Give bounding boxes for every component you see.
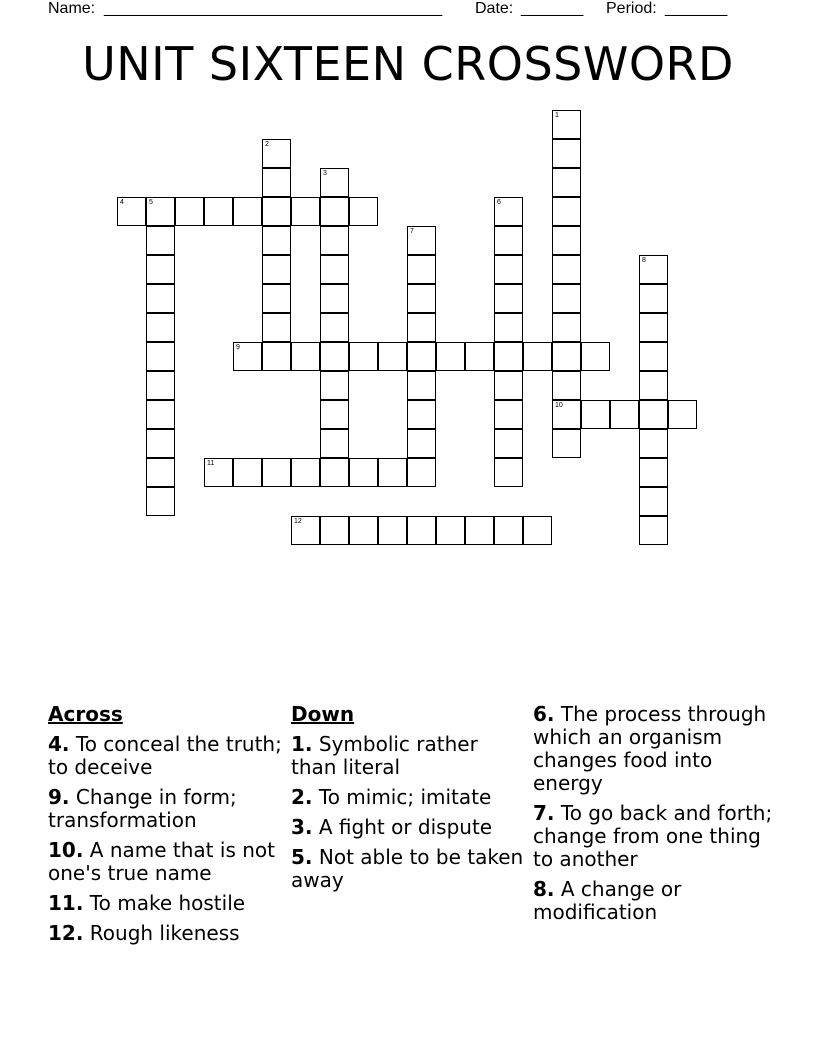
- grid-cell[interactable]: [494, 197, 523, 226]
- grid-cell[interactable]: [552, 400, 581, 429]
- grid-cell[interactable]: [494, 313, 523, 342]
- clue-item: [533, 878, 773, 924]
- grid-cell[interactable]: [378, 458, 407, 487]
- grid-cell[interactable]: [610, 400, 639, 429]
- grid-cell[interactable]: [494, 458, 523, 487]
- clue-number: 9: [236, 344, 240, 351]
- grid-cell[interactable]: [407, 255, 436, 284]
- grid-cell[interactable]: [407, 458, 436, 487]
- grid-cell[interactable]: [523, 342, 552, 371]
- grid-cell[interactable]: [320, 371, 349, 400]
- grid-cell[interactable]: [291, 458, 320, 487]
- clue-item: [48, 922, 284, 945]
- clue-number: 1: [555, 112, 559, 119]
- clue-item-text: To make hostile: [89, 891, 246, 915]
- clue-item-number: 9.: [48, 785, 70, 809]
- grid-cell[interactable]: [552, 255, 581, 284]
- clue-number: 8: [642, 257, 646, 264]
- grid-cell[interactable]: [320, 197, 349, 226]
- grid-cell[interactable]: [639, 284, 668, 313]
- grid-cell[interactable]: [436, 342, 465, 371]
- grid-cell[interactable]: [146, 371, 175, 400]
- grid-cell[interactable]: [407, 284, 436, 313]
- clue-item-text: To conceal the truth; to deceive: [48, 732, 282, 779]
- grid-cell[interactable]: [494, 429, 523, 458]
- clue-number: 11: [207, 460, 215, 467]
- grid-cell[interactable]: [494, 371, 523, 400]
- grid-cell[interactable]: [262, 139, 291, 168]
- grid-cell[interactable]: [146, 458, 175, 487]
- grid-cell[interactable]: [262, 226, 291, 255]
- grid-cell[interactable]: [407, 371, 436, 400]
- grid-cell[interactable]: [320, 226, 349, 255]
- grid-cell[interactable]: [146, 429, 175, 458]
- clue-number: 12: [294, 518, 302, 525]
- grid-cell[interactable]: [146, 400, 175, 429]
- clue-item-text: The process through which an organism changes food into energy: [533, 702, 767, 795]
- grid-cell[interactable]: [291, 342, 320, 371]
- grid-cell[interactable]: [349, 458, 378, 487]
- grid-cell[interactable]: [639, 516, 668, 545]
- clue-item: [48, 892, 284, 915]
- grid-cell[interactable]: [581, 342, 610, 371]
- grid-cell[interactable]: [320, 400, 349, 429]
- grid-cell[interactable]: [204, 197, 233, 226]
- down-heading: Down: [291, 702, 355, 726]
- period-label: Period:: [606, 0, 657, 17]
- across-clues: [48, 703, 284, 952]
- grid-cell[interactable]: [320, 429, 349, 458]
- clue-item-number: 4.: [48, 732, 70, 756]
- clue-number: 6: [497, 199, 501, 206]
- grid-cell[interactable]: [320, 458, 349, 487]
- grid-cell[interactable]: [639, 400, 668, 429]
- grid-cell[interactable]: [552, 139, 581, 168]
- grid-cell[interactable]: [320, 284, 349, 313]
- grid-cell[interactable]: [146, 284, 175, 313]
- grid-cell[interactable]: [349, 197, 378, 226]
- grid-cell[interactable]: [552, 168, 581, 197]
- grid-cell[interactable]: [552, 371, 581, 400]
- grid-cell[interactable]: [349, 342, 378, 371]
- grid-cell[interactable]: [639, 371, 668, 400]
- clue-item-number: 1.: [291, 732, 313, 756]
- grid-cell[interactable]: [552, 429, 581, 458]
- grid-cell[interactable]: [262, 284, 291, 313]
- grid-cell[interactable]: [639, 487, 668, 516]
- grid-cell[interactable]: [233, 458, 262, 487]
- clue-number: 7: [410, 228, 414, 235]
- clue-item-number: 6.: [533, 702, 555, 726]
- grid-cell[interactable]: [320, 342, 349, 371]
- grid-cell[interactable]: [175, 197, 204, 226]
- grid-cell[interactable]: [552, 284, 581, 313]
- grid-cell[interactable]: [494, 516, 523, 545]
- clue-item-text: Change in form; transformation: [48, 785, 237, 832]
- grid-cell[interactable]: [639, 458, 668, 487]
- clue-item: [291, 816, 527, 839]
- clue-item-text: A change or modification: [533, 877, 682, 924]
- clue-item: [48, 733, 284, 779]
- grid-cell[interactable]: [204, 458, 233, 487]
- grid-cell[interactable]: [146, 487, 175, 516]
- clue-item-text: To go back and forth; change from one thing to another: [533, 801, 773, 871]
- grid-cell[interactable]: [552, 110, 581, 139]
- clue-item-text: Not able to be taken away: [291, 845, 524, 892]
- clue-number: 4: [120, 199, 124, 206]
- grid-cell[interactable]: [407, 226, 436, 255]
- grid-cell[interactable]: [146, 197, 175, 226]
- grid-cell[interactable]: [407, 342, 436, 371]
- grid-cell[interactable]: [146, 226, 175, 255]
- grid-cell[interactable]: [378, 342, 407, 371]
- grid-cell[interactable]: [262, 458, 291, 487]
- grid-cell[interactable]: [291, 516, 320, 545]
- grid-cell[interactable]: [639, 313, 668, 342]
- clue-number: 5: [149, 199, 153, 206]
- clue-item-text: Rough likeness: [89, 921, 240, 945]
- grid-cell[interactable]: [320, 168, 349, 197]
- across-heading: Across: [48, 702, 123, 726]
- clue-item-text: A name that is not one's true name: [48, 838, 275, 885]
- grid-cell[interactable]: [146, 255, 175, 284]
- grid-cell[interactable]: [262, 255, 291, 284]
- grid-cell[interactable]: [581, 400, 610, 429]
- grid-cell[interactable]: [320, 516, 349, 545]
- grid-cell[interactable]: [494, 255, 523, 284]
- clue-item: [48, 839, 284, 885]
- clue-number: 10: [555, 402, 563, 409]
- clue-item: [291, 786, 527, 809]
- clue-number: 3: [323, 170, 327, 177]
- clue-number: 2: [265, 141, 269, 148]
- clue-item: [48, 786, 284, 832]
- grid-cell[interactable]: [494, 400, 523, 429]
- name-label: Name:: [48, 0, 96, 17]
- clue-item-number: 8.: [533, 877, 555, 901]
- period-blank[interactable]: _______: [665, 0, 728, 17]
- grid-cell[interactable]: [639, 342, 668, 371]
- grid-cell[interactable]: [407, 516, 436, 545]
- grid-cell[interactable]: [639, 429, 668, 458]
- date-label: Date:: [475, 0, 514, 17]
- page-title: UNIT SIXTEEN CROSSWORD: [82, 37, 734, 91]
- grid-cell[interactable]: [117, 197, 146, 226]
- grid-cell[interactable]: [407, 400, 436, 429]
- grid-cell[interactable]: [436, 516, 465, 545]
- grid-cell[interactable]: [320, 255, 349, 284]
- grid-cell[interactable]: [465, 342, 494, 371]
- grid-cell[interactable]: [552, 197, 581, 226]
- name-blank[interactable]: ______________________________________: [104, 0, 443, 17]
- grid-cell[interactable]: [320, 313, 349, 342]
- grid-cell[interactable]: [407, 429, 436, 458]
- clue-item-number: 11.: [48, 891, 84, 915]
- clue-item-number: 3.: [291, 815, 313, 839]
- clue-item: [291, 846, 527, 892]
- grid-cell[interactable]: [233, 197, 262, 226]
- grid-cell[interactable]: [146, 342, 175, 371]
- grid-cell[interactable]: [291, 197, 320, 226]
- down-clues-continued: [533, 703, 773, 931]
- clue-item: [291, 733, 527, 779]
- grid-cell[interactable]: [494, 342, 523, 371]
- grid-cell[interactable]: [552, 342, 581, 371]
- clue-item-number: 10.: [48, 838, 84, 862]
- clue-item-number: 7.: [533, 801, 555, 825]
- clue-item-number: 5.: [291, 845, 313, 869]
- grid-cell[interactable]: [262, 342, 291, 371]
- grid-cell[interactable]: [378, 516, 407, 545]
- grid-cell[interactable]: [262, 197, 291, 226]
- grid-cell[interactable]: [494, 226, 523, 255]
- grid-cell[interactable]: [233, 342, 262, 371]
- grid-cell[interactable]: [494, 284, 523, 313]
- grid-cell[interactable]: [465, 516, 494, 545]
- clue-item: [533, 703, 773, 795]
- clue-item: [533, 802, 773, 871]
- clue-item-text: Symbolic rather than literal: [291, 732, 478, 779]
- grid-cell[interactable]: [349, 516, 378, 545]
- grid-cell[interactable]: [407, 313, 436, 342]
- grid-cell[interactable]: [552, 313, 581, 342]
- clue-item-number: 2.: [291, 785, 313, 809]
- grid-cell[interactable]: [146, 313, 175, 342]
- date-blank[interactable]: _______: [521, 0, 584, 17]
- grid-cell[interactable]: [639, 255, 668, 284]
- grid-cell[interactable]: [262, 168, 291, 197]
- grid-cell[interactable]: [262, 313, 291, 342]
- clue-item-text: A fight or dispute: [318, 815, 493, 839]
- clue-item-text: To mimic; imitate: [318, 785, 492, 809]
- grid-cell[interactable]: [552, 226, 581, 255]
- clue-item-number: 12.: [48, 921, 84, 945]
- down-clues: [291, 703, 527, 899]
- grid-cell[interactable]: [668, 400, 697, 429]
- grid-cell[interactable]: [523, 516, 552, 545]
